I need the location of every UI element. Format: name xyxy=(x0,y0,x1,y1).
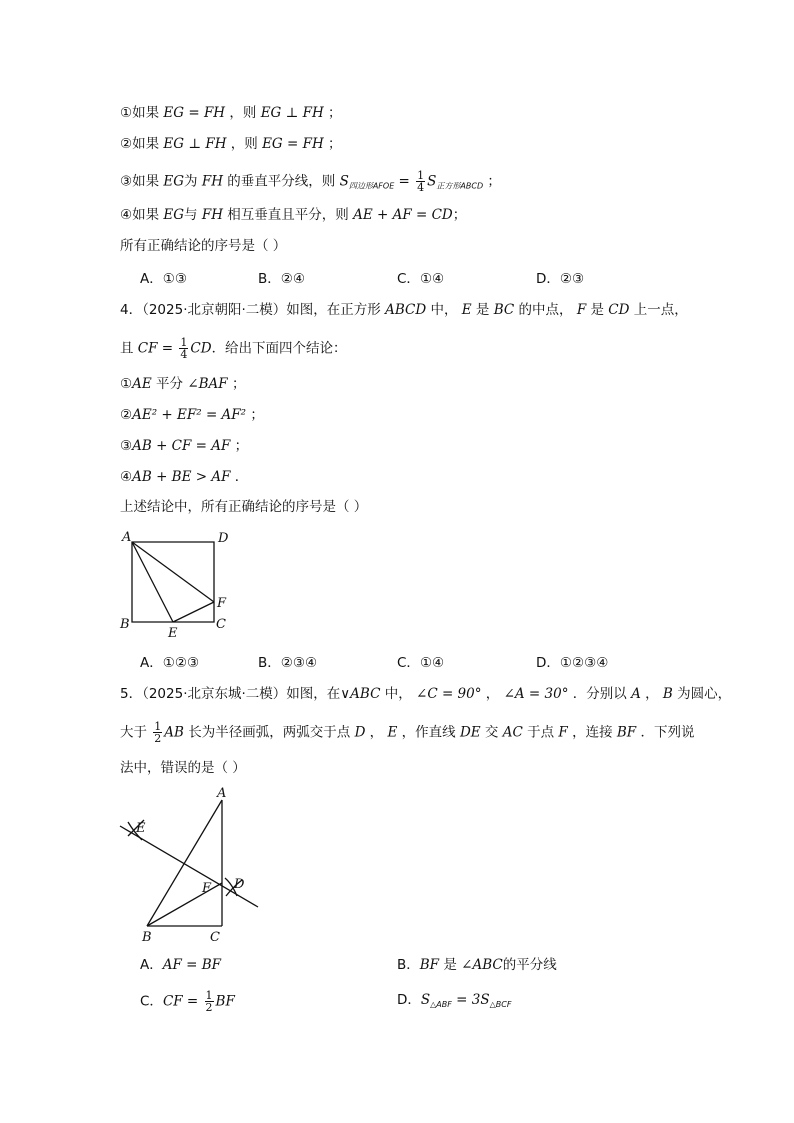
option-value: ②③ xyxy=(559,271,585,287)
text: 与 xyxy=(184,207,202,223)
q3-option-d[interactable] xyxy=(536,269,584,289)
math: = xyxy=(182,993,203,1010)
option-value: ②④ xyxy=(280,271,305,287)
text: ， xyxy=(481,686,504,702)
math: BF xyxy=(616,724,637,741)
math: F xyxy=(558,724,568,741)
q3-question: 所有正确结论的序号是（ ） xyxy=(120,238,287,254)
math: BC xyxy=(493,302,515,318)
q4-statement-3 xyxy=(120,436,248,456)
math: CD xyxy=(190,340,212,357)
math: = 3 xyxy=(451,992,481,1008)
text: 相互垂直且平分，则 xyxy=(222,207,354,223)
denominator: 2 xyxy=(205,1001,213,1014)
math: AE² + EF² = AF² xyxy=(132,407,247,423)
math: AB + BE > AF xyxy=(132,469,231,485)
option-label: D． xyxy=(536,271,560,287)
label-c: C xyxy=(216,617,226,632)
text: 是 xyxy=(471,302,494,318)
text: 的中点， xyxy=(514,302,577,318)
label-b: B xyxy=(142,930,152,945)
math: S xyxy=(427,173,437,190)
q4-statement-2 xyxy=(120,405,264,425)
text: 是 xyxy=(439,957,462,973)
math: ∠ABC xyxy=(461,957,503,973)
q4-statement-4 xyxy=(120,467,248,487)
math: EG xyxy=(163,207,185,223)
segment-ab xyxy=(147,800,222,926)
statement-mark: ③ xyxy=(120,438,133,454)
subscript: 正方形ABCD xyxy=(436,181,484,191)
subscript: △ABF xyxy=(430,1000,452,1009)
text: ．给出下面四个结论： xyxy=(211,340,347,357)
text: 大于 xyxy=(120,724,152,741)
label-a: A xyxy=(122,530,132,545)
text: ； xyxy=(323,136,342,152)
math: S xyxy=(420,992,431,1008)
text: ，作直线 xyxy=(397,724,460,741)
label-d: D xyxy=(218,531,229,546)
text: 为 xyxy=(184,173,202,190)
text: ， xyxy=(365,724,388,741)
option-label: C． xyxy=(397,271,420,287)
text: ； xyxy=(227,376,246,392)
q3-option-a[interactable] xyxy=(140,269,187,289)
numerator: 1 xyxy=(154,720,162,733)
q4-statement-1 xyxy=(120,374,245,394)
option-value: ①④ xyxy=(419,655,445,671)
option-label: C． xyxy=(140,993,163,1010)
label-e: E xyxy=(168,626,178,641)
text: ； xyxy=(483,173,501,190)
option-label: B． xyxy=(258,655,281,671)
option-value: ①②③ xyxy=(162,655,200,671)
option-label: D． xyxy=(536,655,560,671)
fraction xyxy=(153,721,162,744)
text: 的垂直平分线，则 xyxy=(222,173,340,190)
q3-option-b[interactable] xyxy=(258,269,305,289)
math: EG xyxy=(163,173,185,190)
q3-statement-4 xyxy=(120,205,466,225)
option-label: B． xyxy=(258,271,281,287)
math: BF xyxy=(215,993,235,1010)
label-f: F xyxy=(217,596,227,611)
q4-stem-line-2 xyxy=(120,337,347,360)
q5-stem-line-3: 法中，错误的是（ ） xyxy=(120,760,246,776)
option-label: A． xyxy=(140,271,163,287)
math: EG ⊥ FH xyxy=(260,105,324,121)
math: CF xyxy=(162,993,183,1010)
math: D xyxy=(354,724,366,741)
math: S xyxy=(480,992,490,1008)
q4-question: 上述结论中，所有正确结论的序号是（ ） xyxy=(120,499,368,515)
text: 于点 xyxy=(522,724,559,741)
text: 如果 xyxy=(132,207,164,223)
math: DE xyxy=(459,724,481,741)
numerator: 1 xyxy=(205,989,213,1002)
text: ； xyxy=(230,438,249,454)
text: ．下列说 xyxy=(636,724,695,741)
fraction xyxy=(179,337,188,360)
q5-stem-line-1 xyxy=(120,684,731,704)
text: ； xyxy=(246,407,264,423)
text: ，则 xyxy=(226,136,263,152)
math: FH xyxy=(201,173,223,190)
math: ∠C = 90° xyxy=(416,686,482,702)
math: E xyxy=(387,724,398,741)
option-value: ①②③④ xyxy=(559,655,609,671)
math: = xyxy=(394,173,415,190)
q5-option-a[interactable] xyxy=(140,955,221,975)
text: 如果 xyxy=(132,173,164,190)
numerator: 1 xyxy=(180,336,188,349)
math: S xyxy=(339,173,349,190)
math: EG ⊥ FH xyxy=(163,136,227,152)
math: A xyxy=(631,686,641,702)
q4-option-d[interactable] xyxy=(536,653,608,673)
text: 平分 xyxy=(151,376,188,392)
denominator: 4 xyxy=(180,348,188,361)
math: AE xyxy=(132,376,152,392)
text: 的平分线 xyxy=(502,957,557,973)
fraction xyxy=(416,170,425,193)
option-value: ①③ xyxy=(162,271,187,287)
math: E xyxy=(461,302,472,318)
statement-mark: ① xyxy=(120,105,133,121)
text: 为圆心， xyxy=(672,686,732,702)
denominator: 2 xyxy=(154,732,162,745)
math: = xyxy=(157,340,178,357)
option-value: AF = BF xyxy=(162,957,222,973)
q5-option-c[interactable] xyxy=(140,990,235,1013)
text: 是 xyxy=(586,302,609,318)
math: EG = FH xyxy=(262,136,324,152)
math: CD xyxy=(608,302,630,318)
q3-statement-3 xyxy=(120,170,501,197)
q5-stem-line-2 xyxy=(120,721,694,744)
subscript: 四边形AFOE xyxy=(348,181,395,191)
segment-af xyxy=(132,542,214,602)
math: BF xyxy=(419,957,440,973)
math: B xyxy=(662,686,673,702)
math: FH xyxy=(201,207,223,223)
statement-mark: ② xyxy=(120,407,133,423)
text: 如果 xyxy=(132,136,164,152)
q5-option-b[interactable] xyxy=(397,955,557,975)
math: AE + AF = CD xyxy=(353,207,453,223)
segment-ae xyxy=(132,542,173,622)
subscript: △BCF xyxy=(489,1000,512,1009)
q4-option-a[interactable] xyxy=(140,653,199,673)
text: ，则 xyxy=(225,105,261,121)
label-b: B xyxy=(120,617,130,632)
option-label: A． xyxy=(140,655,163,671)
option-label: C． xyxy=(397,655,420,671)
math: CF xyxy=(137,340,158,357)
q3-option-c[interactable] xyxy=(397,269,444,289)
text: 如果 xyxy=(132,105,164,121)
text: 4．（2025·北京朝阳·二模）如图，在正方形 xyxy=(120,302,386,318)
statement-mark: ④ xyxy=(120,469,133,485)
math: ABCD xyxy=(385,302,427,318)
option-label: A． xyxy=(140,957,163,973)
math: ∨ABC xyxy=(340,686,381,702)
q4-stem-line-1 xyxy=(120,300,688,320)
math: F xyxy=(576,302,587,318)
label-a: A xyxy=(217,786,227,801)
text: 中， xyxy=(426,302,462,318)
numerator: 1 xyxy=(417,169,425,182)
text: 上一点， xyxy=(629,302,688,318)
label-d: D xyxy=(234,877,245,892)
option-value: ①④ xyxy=(419,271,445,287)
q3-statement-1 xyxy=(120,103,342,123)
text: ．分别以 xyxy=(568,686,632,702)
statement-mark: ③ xyxy=(120,173,133,190)
q4-option-c[interactable] xyxy=(397,653,444,673)
text: 长为半径画弧，两弧交于点 xyxy=(183,724,355,741)
text: 且 xyxy=(120,340,138,357)
statement-mark: ② xyxy=(120,136,133,152)
text: ，连接 xyxy=(567,724,617,741)
option-value: ②③④ xyxy=(280,655,318,671)
statement-mark: ① xyxy=(120,376,133,392)
label-e: E xyxy=(136,821,146,836)
square-abcd xyxy=(132,542,214,622)
text: ； xyxy=(452,207,467,223)
text: ． xyxy=(230,469,249,485)
fraction xyxy=(205,990,214,1013)
text: ； xyxy=(323,105,342,121)
option-label: D． xyxy=(397,992,421,1008)
math: AB + CF = AF xyxy=(132,438,231,454)
segment-ef xyxy=(173,602,214,622)
q4-figure-square xyxy=(112,526,252,642)
q3-statement-2 xyxy=(120,134,342,154)
text: 5．（2025·北京东城·二模）如图，在 xyxy=(120,686,341,702)
q5-figure-triangle xyxy=(112,780,272,948)
math: ∠BAF xyxy=(187,376,228,392)
denominator: 4 xyxy=(417,181,425,194)
text: ， xyxy=(640,686,663,702)
math: ∠A = 30° xyxy=(503,686,569,702)
math: EG = FH xyxy=(163,105,226,121)
math: AC xyxy=(502,724,523,741)
text: 中， xyxy=(380,686,417,702)
q4-option-b[interactable] xyxy=(258,653,317,673)
statement-mark: ④ xyxy=(120,207,133,223)
q5-option-d[interactable] xyxy=(397,990,511,1015)
math: AB xyxy=(164,724,184,741)
label-c: C xyxy=(210,930,220,945)
text: 交 xyxy=(480,724,503,741)
option-label: B． xyxy=(397,957,420,973)
label-f: F xyxy=(202,881,212,896)
